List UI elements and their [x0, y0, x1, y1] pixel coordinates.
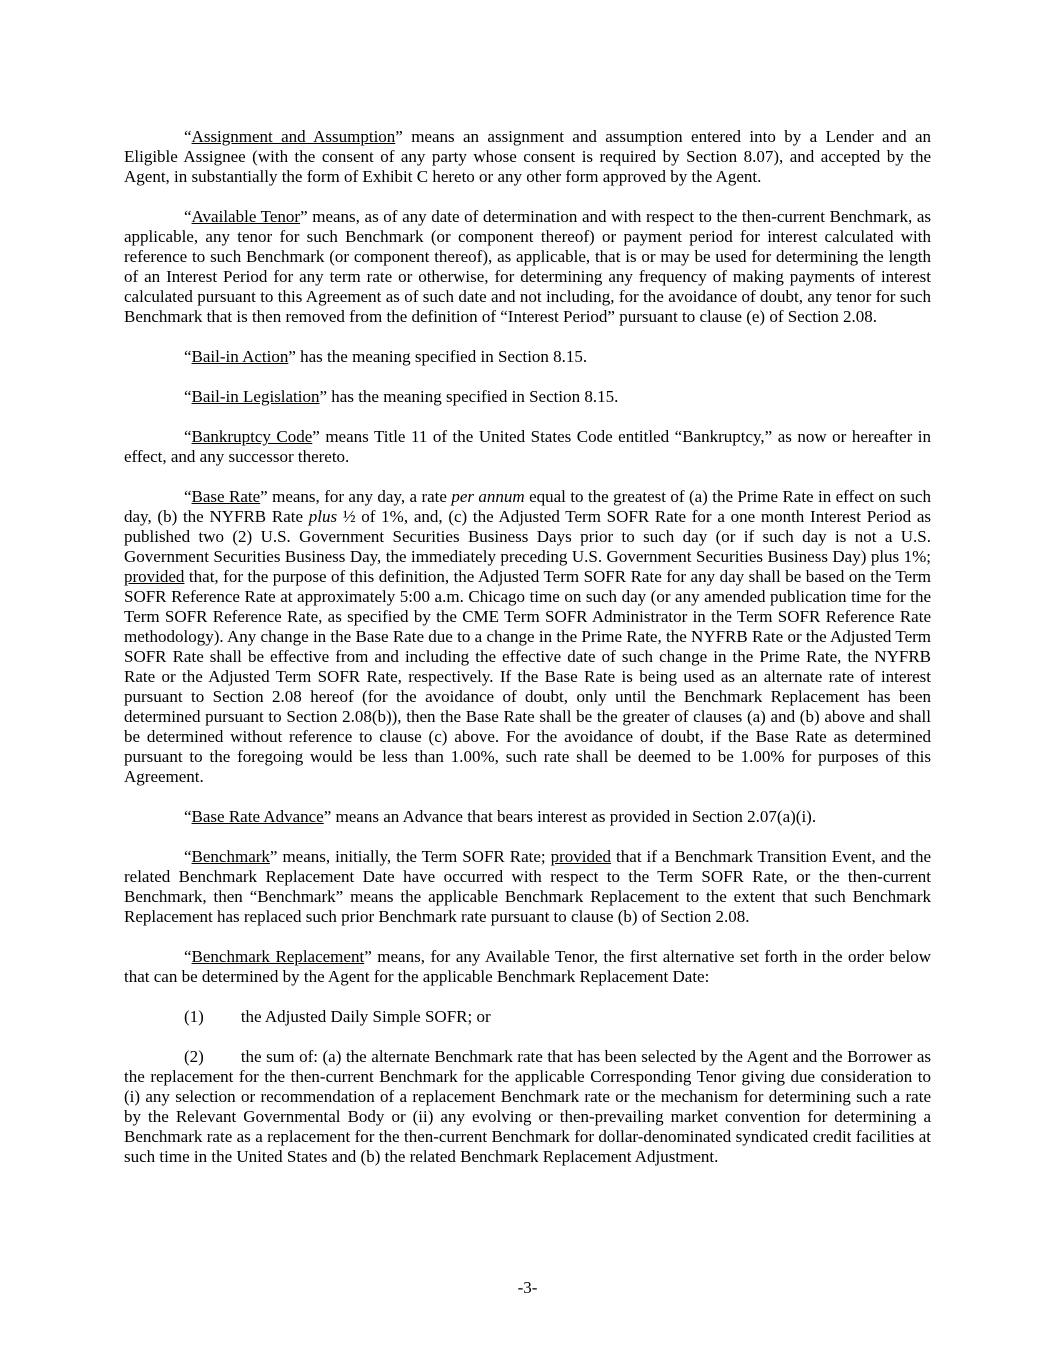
text-run: ” means, as of any date of determination and with respect to the then-current Benchmark, as applicable, any tenor for such Benchmark (or component thereof) or payment period for interest calculated with reference to such Benchmark (or component thereof), as applicable, that is or may be used for determining the length of an Interest Period for any term rate or otherwise, for determining any frequency of making payments of interest calculated pursuant to this Agreement as of such date and not including, for the avoidance of doubt, any tenor for such Benchmark that is then removed from the definition of “Interest Period” pursuant to clause (e) of Section 2.08.: [124, 207, 931, 326]
text-run: the Adjusted Daily Simple SOFR; or: [240, 1007, 491, 1026]
text-run: “: [184, 847, 192, 866]
defined-term: provided: [550, 847, 612, 866]
paragraph-definition-available-tenor: [124, 207, 931, 327]
text-run: (2): [184, 1047, 204, 1066]
text-run: (1): [184, 1007, 204, 1026]
defined-term: Base Rate Advance: [191, 807, 324, 826]
text-run: “: [184, 387, 192, 406]
paragraph-definition-base-rate: [124, 487, 931, 787]
paragraph-definition-benchmark: [124, 847, 931, 927]
text-run: “: [184, 207, 192, 226]
paragraph-definition-bail-in-action: [124, 347, 931, 367]
defined-term: provided: [124, 567, 185, 586]
text-run: equal to the greatest of (a) the Prime Rate in effect on such day, (b) the NYFRB Rate: [124, 487, 931, 526]
text-run: “: [184, 347, 192, 366]
page-number: -3-: [517, 1278, 538, 1297]
text-run: per annum: [451, 487, 525, 506]
text-run: “: [184, 127, 192, 146]
defined-term: Bankruptcy Code: [191, 427, 313, 446]
text-run: “: [184, 807, 192, 826]
text-run: ” has the meaning specified in Section 8.15.: [288, 347, 588, 366]
text-run: ” means, for any Available Tenor, the first alternative set forth in the order below that can be determined by the Agent for the applicable Benchmark Replacement Date:: [124, 947, 931, 986]
document-body: [124, 127, 931, 1187]
paragraph-definition-bankruptcy-code: [124, 427, 931, 467]
text-run: that if a Benchmark Transition Event, and the related Benchmark Replacement Date have occurred with respect to the Term SOFR Rate, or the then-current Benchmark, then “Benchmark” means the applicable Benchmark Replacement to the extent that such Benchmark Replacement has replaced such prior Benchmark rate pursuant to clause (b) of Section 2.08.: [124, 847, 931, 926]
list-item-clause-1: [124, 1007, 931, 1027]
text-run: “: [184, 427, 192, 446]
defined-term: Bail-in Action: [191, 347, 289, 366]
list-item-clause-2: [124, 1047, 931, 1167]
paragraph-definition-base-rate-advance: [124, 807, 931, 827]
defined-term: Available Tenor: [191, 207, 301, 226]
text-run: “: [184, 487, 192, 506]
text-run: ” means, for any day, a rate: [260, 487, 452, 506]
text-run: ” means Title 11 of the United States Code entitled “Bankruptcy,” as now or hereafter in effect, and any successor thereto.: [124, 427, 931, 466]
text-run: that, for the purpose of this definition, the Adjusted Term SOFR Rate for any day shall be based on the Term SOFR Reference Rate at approximately 5:00 a.m. Chicago time on such day (or any amended publication time for the Term SOFR Reference Rate, as specified by the CME Term SOFR Administrator in the Term SOFR Reference Rate methodology). Any change in the Base Rate due to a change in the Prime Rate, the NYFRB Rate or the Adjusted Term SOFR Rate shall be effective from and including the effective date of such change in the Prime Rate, the NYFRB Rate or the Adjusted Term SOFR Rate, respectively. If the Base Rate is being used as an alternate rate of interest pursuant to Section 2.08 hereof (for the avoidance of doubt, only until the Benchmark Replacement has been determined pursuant to Section 2.08(b)), then the Base Rate shall be the greater of clauses (a) and (b) above and shall be determined without reference to clause (c) above. For the avoidance of doubt, if the Base Rate as determined pursuant to the foregoing would be less than 1.00%, such rate shall be deemed to be 1.00% for purposes of this Agreement.: [124, 567, 931, 786]
defined-term: Benchmark: [191, 847, 270, 866]
text-run: plus: [308, 507, 338, 526]
text-run: ” means, initially, the Term SOFR Rate;: [269, 847, 551, 866]
defined-term: Base Rate: [191, 487, 261, 506]
defined-term: Benchmark Replacement: [191, 947, 365, 966]
paragraph-definition-benchmark-replacement: [124, 947, 931, 987]
text-run: “: [184, 947, 192, 966]
defined-term: Bail-in Legislation: [191, 387, 320, 406]
text-run: ” has the meaning specified in Section 8.15.: [319, 387, 619, 406]
text-run: the sum of: (a) the alternate Benchmark rate that has been selected by the Agent and the Borrower as the replacement for the then-current Benchmark for the applicable Corresponding Tenor giving due consideration to (i) any selection or recommendation of a replacement Benchmark rate or the mechanism for determining such a rate by the Relevant Governmental Body or (ii) any evolving or then-prevailing market convention for determining a Benchmark rate as a replacement for the then-current Benchmark for dollar-denominated syndicated credit facilities at such time in the United States and (b) the related Benchmark Replacement Adjustment.: [124, 1047, 931, 1166]
text-run: ½ of 1%, and, (c) the Adjusted Term SOFR Rate for a one month Interest Period as published two (2) U.S. Government Securities Business Days prior to such day (or if such day is not a U.S. Government Securities Business Day, the immediately preceding U.S. Government Securities Business Day) plus 1%;: [124, 507, 931, 566]
text-run: ” means an Advance that bears interest as provided in Section 2.07(a)(i).: [323, 807, 817, 826]
paragraph-definition-bail-in-legislation: [124, 387, 931, 407]
text-run: ” means an assignment and assumption entered into by a Lender and an Eligible Assignee (with the consent of any party whose consent is required by Section 8.07), and accepted by the Agent, in substantially the form of Exhibit C hereto or any other form approved by the Agent.: [124, 127, 931, 186]
defined-term: Assignment and Assumption: [191, 127, 396, 146]
paragraph-definition-assignment-and-assumption: [124, 127, 931, 187]
